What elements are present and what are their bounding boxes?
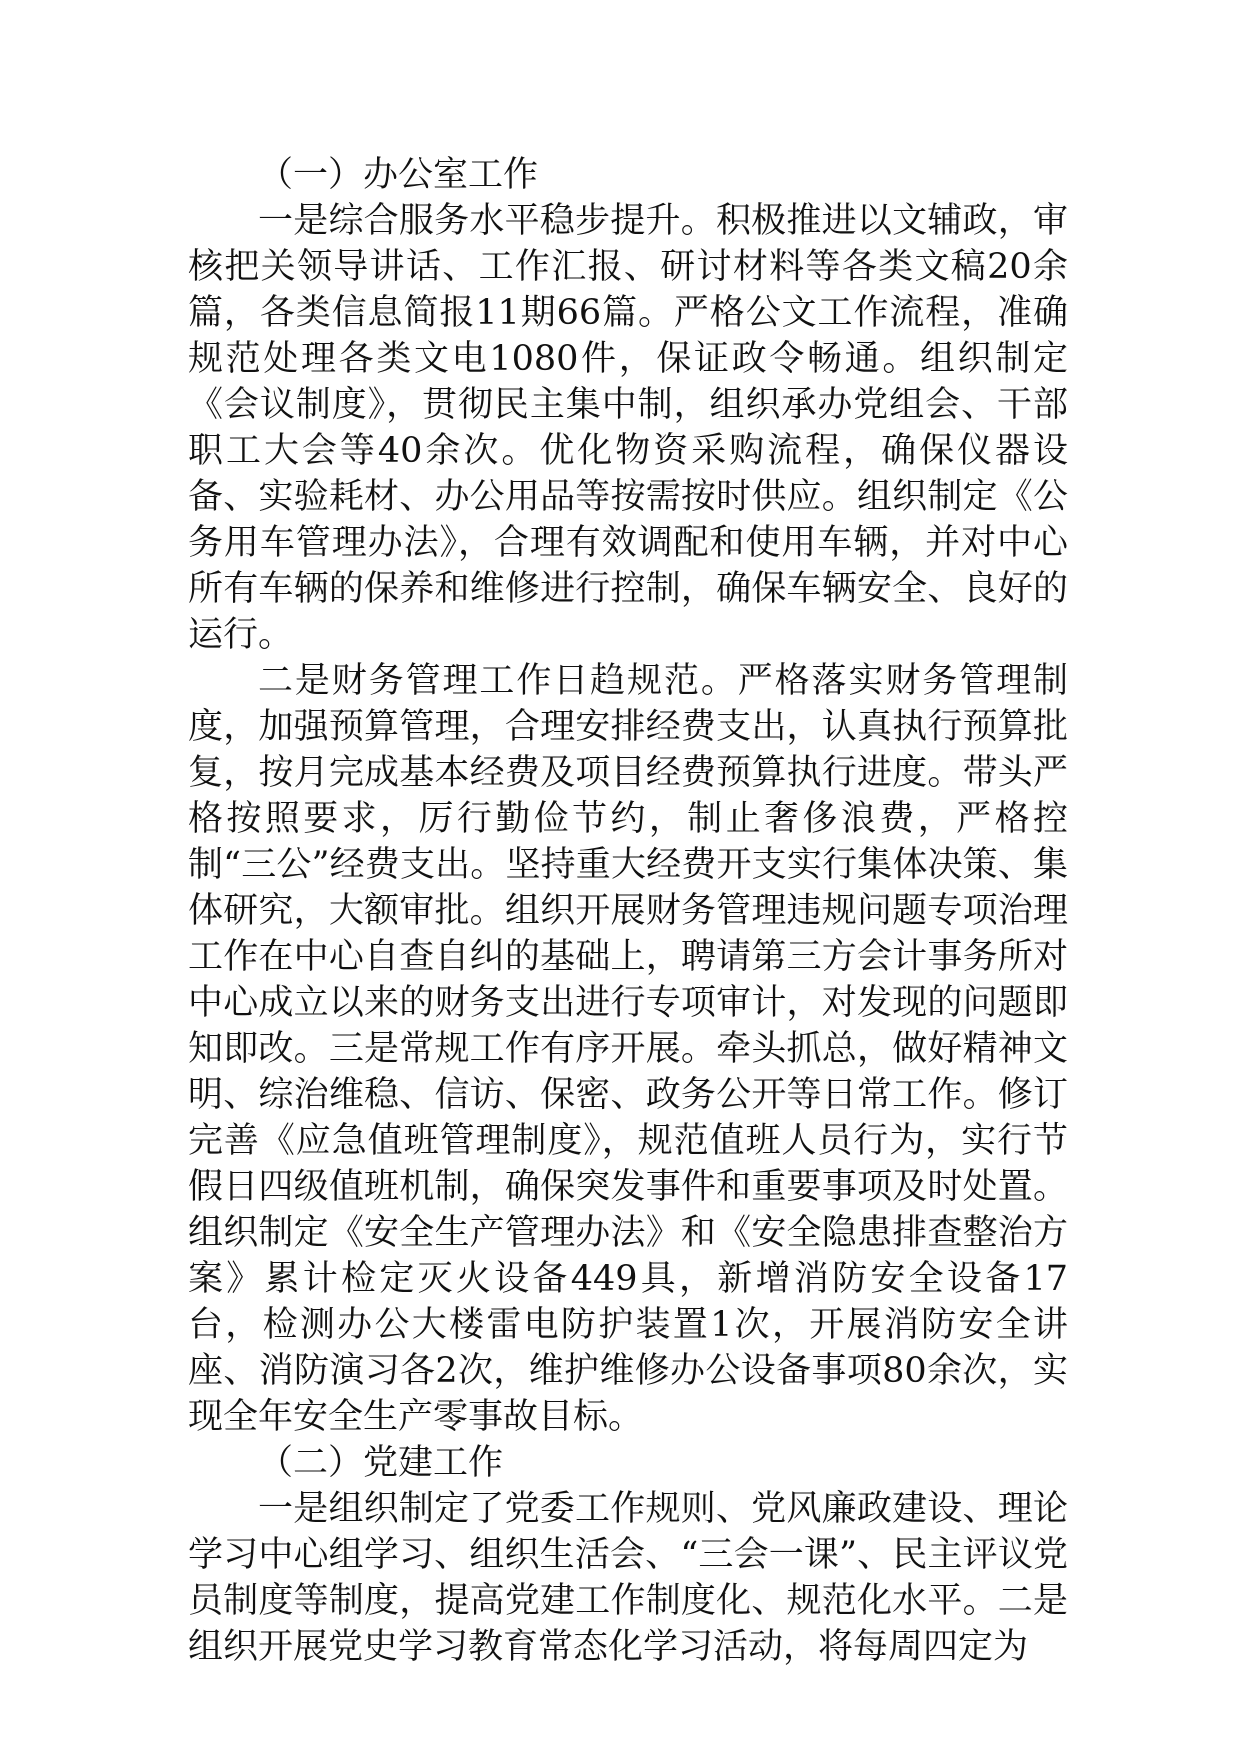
section-heading-party: （二）党建工作 <box>258 1443 504 1483</box>
paragraph-party-1: 一是组织制定了党委工作规则、党风廉政建设、理论学习中心组学习、组织生活会、“三会一课”、民主评议党员制度等制度，提高党建工作制度化、规范化水平。二是组织开展党史学习教育常态化学习活动，将每周四定为 <box>188 1489 1068 1667</box>
paragraph-office-2: 二是财务管理工作日趋规范。严格落实财务管理制度，加强预算管理，合理安排经费支出，认真执行预算批复，按月完成基本经费及项目经费预算执行进度。带头严格按照要求，厉行勤俭节约，制止奢侈浪费，严格控制“三公”经费支出。坚持重大经费开支实行集体决策、集体研究，大额审批。组织开展财务管理违规问题专项治理工作在中心自查自纠的基础上，聘请第三方会计事务所对中心成立以来的财务支出进行专项审计，对发现的问题即知即改。三是常规工作有序开展。牵头抓总，做好精神文明、综治维稳、信访、保密、政务公开等日常工作。修订完善《应急值班管理制度》，规范值班人员行为，实行节假日四级值班机制，确保突发事件和重要事项及时处置。组织制定《安全生产管理办法》和《安全隐患排查整治方案》累计检定灭火设备449具，新增消防安全设备17台，检测办公大楼雷电防护装置1次，开展消防安全讲座、消防演习各2次，维护维修办公设备事项80余次，实现全年安全生产零事故目标。 <box>188 661 1068 1437</box>
section-heading-office: （一）办公室工作 <box>258 155 539 195</box>
document-body <box>188 152 1068 1670</box>
paragraph-office-1: 一是综合服务水平稳步提升。积极推进以文辅政，审核把关领导讲话、工作汇报、研讨材料等各类文稿20余篇，各类信息简报11期66篇。严格公文工作流程，准确规范处理各类文电1080件，保证政令畅通。组织制定《会议制度》，贯彻民主集中制，组织承办党组会、干部职工大会等40余次。优化物资采购流程，确保仪器设备、实验耗材、办公用品等按需按时供应。组织制定《公务用车管理办法》，合理有效调配和使用车辆，并对中心所有车辆的保养和维修进行控制，确保车辆安全、良好的运行。 <box>188 201 1068 655</box>
